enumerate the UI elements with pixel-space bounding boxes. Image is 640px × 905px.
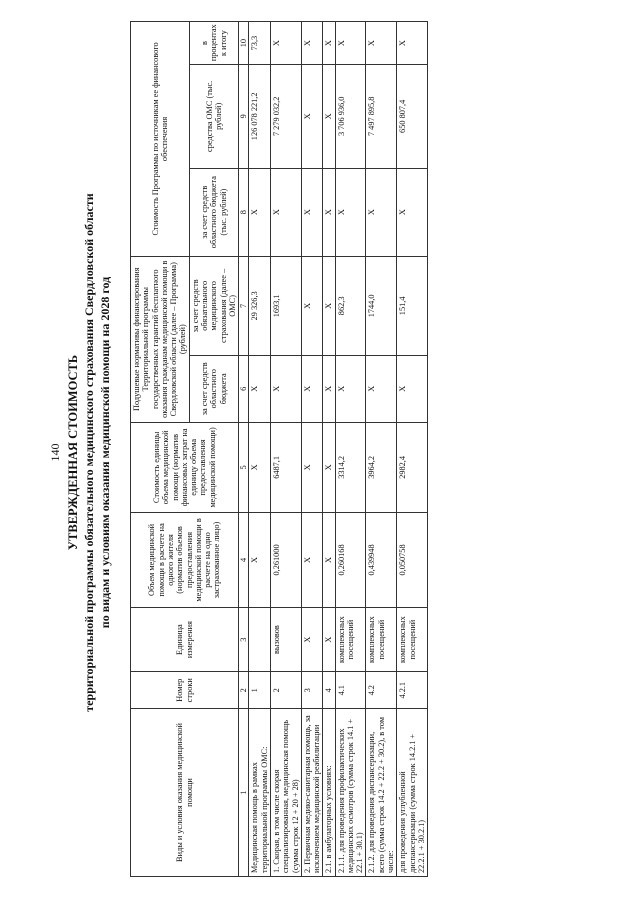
cell-volume: X [323, 513, 335, 608]
cell-unit-cost: 6487,1 [270, 422, 301, 512]
cell-row-number: 3 [301, 672, 323, 709]
table-row [323, 22, 335, 877]
cell-service-type: 2.1.2. для проведения диспансеризации, всего (сумма строк 14.2 + 22.2 + 30.2), в том числе: [366, 709, 397, 877]
header-oms-funds: за счет средств обязательного медицинского страхования (далее – ОМС) [189, 256, 238, 355]
cell-percent-total: X [323, 22, 335, 65]
cell-percent-total: 73,3 [249, 22, 271, 65]
column-number: 9 [239, 65, 249, 168]
cell-service-type: 2.1.1. для проведения профилактических медицинских осмотров (сумма строк 14.1 + 22.1 + 30.1) [335, 709, 366, 877]
cell-regional-budget: X [335, 355, 366, 422]
cell-unit-cost: 3964,2 [366, 422, 397, 512]
column-number: 6 [239, 355, 249, 422]
cell-row-number: 2 [270, 672, 301, 709]
cell-row-number: 4.2 [366, 672, 397, 709]
header-program-cost-group: Стоимость Программы по источникам ее финансового обеспечения [131, 22, 190, 257]
column-number: 5 [239, 422, 249, 512]
header-oms-thousands: средства ОМС (тыс. рублей) [189, 65, 238, 168]
page-number: 140 [48, 443, 62, 462]
cell-oms-funds: 29 326,3 [249, 256, 271, 355]
table-row [335, 22, 366, 877]
cell-volume: 0,260168 [335, 513, 366, 608]
column-number: 2 [239, 672, 249, 709]
cell-percent-total: X [335, 22, 366, 65]
column-number: 4 [239, 513, 249, 608]
cell-oms-thousands: X [323, 65, 335, 168]
cell-regional-budget: X [323, 355, 335, 422]
cell-unit: комплексных посещений [397, 607, 428, 672]
cell-volume: 0,261000 [270, 513, 301, 608]
cell-row-number: 4 [323, 672, 335, 709]
document-title: УТВЕРЖДЕННАЯ СТОИМОСТЬ [66, 354, 80, 551]
cell-oms-funds: X [301, 256, 323, 355]
column-number-row [239, 22, 249, 877]
cell-percent-total: X [366, 22, 397, 65]
cell-unit: X [323, 607, 335, 672]
cell-regional-budget-thousands: X [301, 168, 323, 256]
cell-regional-budget-thousands: X [397, 168, 428, 256]
cell-unit-cost: X [249, 422, 271, 512]
cell-regional-budget-thousands: X [249, 168, 271, 256]
cell-row-number: 4.1 [335, 672, 366, 709]
table-row [397, 22, 428, 877]
header-per-capita-group: Подушевые нормативы финансирования Территориальной программы государственных гарантий бесплатного оказания гражданам медицинской помощи в Свердловской области (далее – Программа) (рублей) [131, 256, 190, 422]
header-regional-budget: за счет средств областного бюджета [189, 355, 238, 422]
cell-regional-budget-thousands: X [366, 168, 397, 256]
cell-unit: комплексных посещений [335, 607, 366, 672]
cell-unit-cost: 3314,2 [335, 422, 366, 512]
cell-service-type: 2. Первичная медико-санитарная помощь, за исключением медицинской реабилитации [301, 709, 323, 877]
header-unit-cost: Стоимость единицы объема медицинской помощи (норматив финансовых затрат на единицу объема предоставления медицинской помощи) [131, 422, 239, 512]
cell-regional-budget: X [270, 355, 301, 422]
cell-volume: X [249, 513, 271, 608]
cell-oms-funds: 1693,1 [270, 256, 301, 355]
header-service-type: Виды и условия оказания медицинской помощи [131, 709, 239, 877]
cost-table [130, 21, 428, 877]
table-row [301, 22, 323, 877]
cell-oms-thousands: 650 807,4 [397, 65, 428, 168]
header-unit: Единица измерения [131, 607, 239, 672]
cell-percent-total: X [301, 22, 323, 65]
cell-service-type: 1. Скорая, в том числе скорая специализированная, медицинская помощь (сумма строк 12 + 20 + 28) [270, 709, 301, 877]
table-row [249, 22, 271, 877]
cell-percent-total: X [270, 22, 301, 65]
cell-oms-funds: X [323, 256, 335, 355]
cell-oms-funds: 862,3 [335, 256, 366, 355]
table-row [270, 22, 301, 877]
cell-row-number: 4.2.1 [397, 672, 428, 709]
cell-oms-thousands: 7 497 895,8 [366, 65, 397, 168]
cell-regional-budget-thousands: X [335, 168, 366, 256]
cell-oms-thousands: 7 279 032,2 [270, 65, 301, 168]
document-subtitle-line-1: территориальной программы обязательного медицинского страхования Свердловской области [82, 193, 96, 712]
cell-oms-funds: 151,4 [397, 256, 428, 355]
column-number: 8 [239, 168, 249, 256]
table-row [366, 22, 397, 877]
cell-row-number: 1 [249, 672, 271, 709]
cell-percent-total: X [397, 22, 428, 65]
cell-unit-cost: X [323, 422, 335, 512]
cell-regional-budget: X [249, 355, 271, 422]
cell-oms-funds: 1744,0 [366, 256, 397, 355]
cell-unit-cost: 2982,4 [397, 422, 428, 512]
cell-oms-thousands: 126 078 221,2 [249, 65, 271, 168]
column-number: 7 [239, 256, 249, 355]
cell-unit [249, 607, 271, 672]
cell-oms-thousands: 3 706 936,0 [335, 65, 366, 168]
cell-unit: X [301, 607, 323, 672]
cell-unit: вызовов [270, 607, 301, 672]
cell-service-type: 2.1. в амбулаторных условиях: [323, 709, 335, 877]
cell-service-type: для проведения углубленной диспансеризации (сумма строк 14.2.1 + 22.2.1 + 30.2.1) [397, 709, 428, 877]
cell-volume: 0,050758 [397, 513, 428, 608]
cell-regional-budget: X [301, 355, 323, 422]
cell-regional-budget: X [366, 355, 397, 422]
header-regional-budget-thousands: за счет средств областного бюджета (тыс. рублей) [189, 168, 238, 256]
cell-regional-budget-thousands: X [323, 168, 335, 256]
cell-regional-budget-thousands: X [270, 168, 301, 256]
cell-unit-cost: X [301, 422, 323, 512]
column-number: 10 [239, 22, 249, 65]
cell-volume: 0,439948 [366, 513, 397, 608]
header-row-number: Номер строки [131, 672, 239, 709]
header-percent-total: в процентах к итогу [189, 22, 238, 65]
header-volume: Объем медицинской помощи в расчете на одного жителя (норматив объемов предоставления медицинской помощи в расчете на одно застрахованное лицо) [131, 513, 239, 608]
cell-unit: комплексных посещений [366, 607, 397, 672]
cell-service-type: Медицинская помощь в рамках территориальной программы ОМС: [249, 709, 271, 877]
column-number: 3 [239, 607, 249, 672]
cell-volume: X [301, 513, 323, 608]
column-number: 1 [239, 709, 249, 877]
cell-regional-budget: X [397, 355, 428, 422]
document-subtitle-line-2: по видам и условиям оказания медицинской помощи на 2028 год [98, 276, 112, 629]
cell-oms-thousands: X [301, 65, 323, 168]
